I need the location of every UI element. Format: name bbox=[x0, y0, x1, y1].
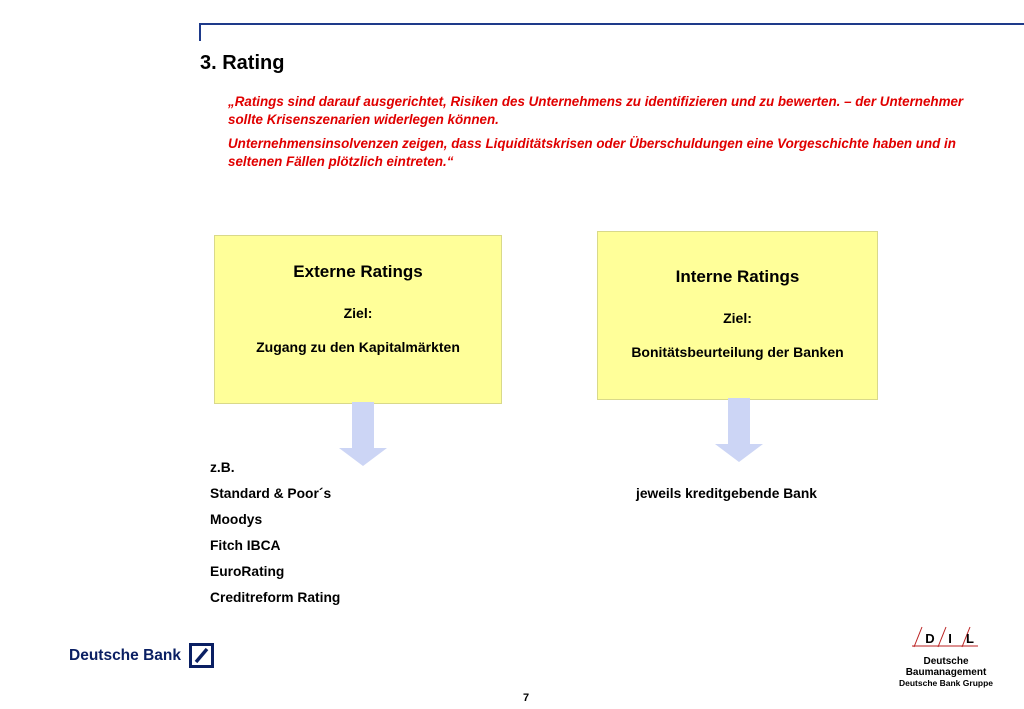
dil-letter: D bbox=[925, 631, 935, 646]
dil-group-name: Deutsche Bank Gruppe bbox=[899, 678, 993, 688]
header-rule-corner bbox=[199, 23, 201, 41]
external-rating-agencies-list bbox=[210, 460, 340, 616]
header-rule bbox=[199, 23, 1024, 25]
dil-company-name: Deutsche Baumanagement bbox=[905, 656, 987, 678]
list-item: EuroRating bbox=[210, 564, 285, 579]
external-ratings-title: Externe Ratings bbox=[293, 262, 423, 281]
internal-ratings-title: Interne Ratings bbox=[675, 267, 800, 286]
dil-logo bbox=[882, 626, 1010, 688]
external-ratings-box bbox=[214, 235, 502, 404]
deutsche-bank-logo bbox=[69, 643, 214, 668]
external-goal-text: Zugang zu den Kapitalmärkten bbox=[256, 339, 460, 355]
dil-letters-icon bbox=[882, 626, 1010, 648]
down-arrow-icon bbox=[715, 398, 763, 462]
list-item: Standard & Poor´s bbox=[210, 486, 332, 501]
slide-title: 3. Rating bbox=[200, 52, 285, 74]
list-item: Moodys bbox=[210, 512, 263, 527]
external-goal-label: Ziel: bbox=[343, 305, 373, 321]
page-number: 7 bbox=[522, 692, 530, 704]
quote-paragraph-2: Unternehmensinsolvenzen zeigen, dass Liquiditätskrisen oder Überschuldungen eine Vorgeschichte haben und in seltenen Fällen plötzlich eintreten.“ bbox=[228, 136, 956, 169]
down-arrow-icon bbox=[339, 402, 387, 466]
list-item: Fitch IBCA bbox=[210, 538, 281, 553]
deutsche-bank-wordmark: Deutsche Bank bbox=[69, 646, 181, 664]
list-item: z.B. bbox=[210, 460, 235, 475]
internal-rating-note: jeweils kreditgebende Bank bbox=[636, 486, 817, 501]
quote-paragraph-1: „Ratings sind darauf ausgerichtet, Risiken des Unternehmens zu identifizieren und zu bewerten. – der Unternehmer sollte Krisenszenarien widerlegen können. bbox=[228, 94, 964, 127]
internal-goal-label: Ziel: bbox=[723, 310, 752, 326]
deutsche-bank-slash-square-icon bbox=[189, 643, 214, 668]
internal-goal-text: Bonitätsbeurteilung der Banken bbox=[631, 344, 844, 360]
internal-ratings-box bbox=[597, 231, 878, 400]
list-item: Creditreform Rating bbox=[210, 590, 341, 605]
dil-letter: L bbox=[966, 631, 974, 646]
dil-letter: I bbox=[948, 631, 952, 646]
